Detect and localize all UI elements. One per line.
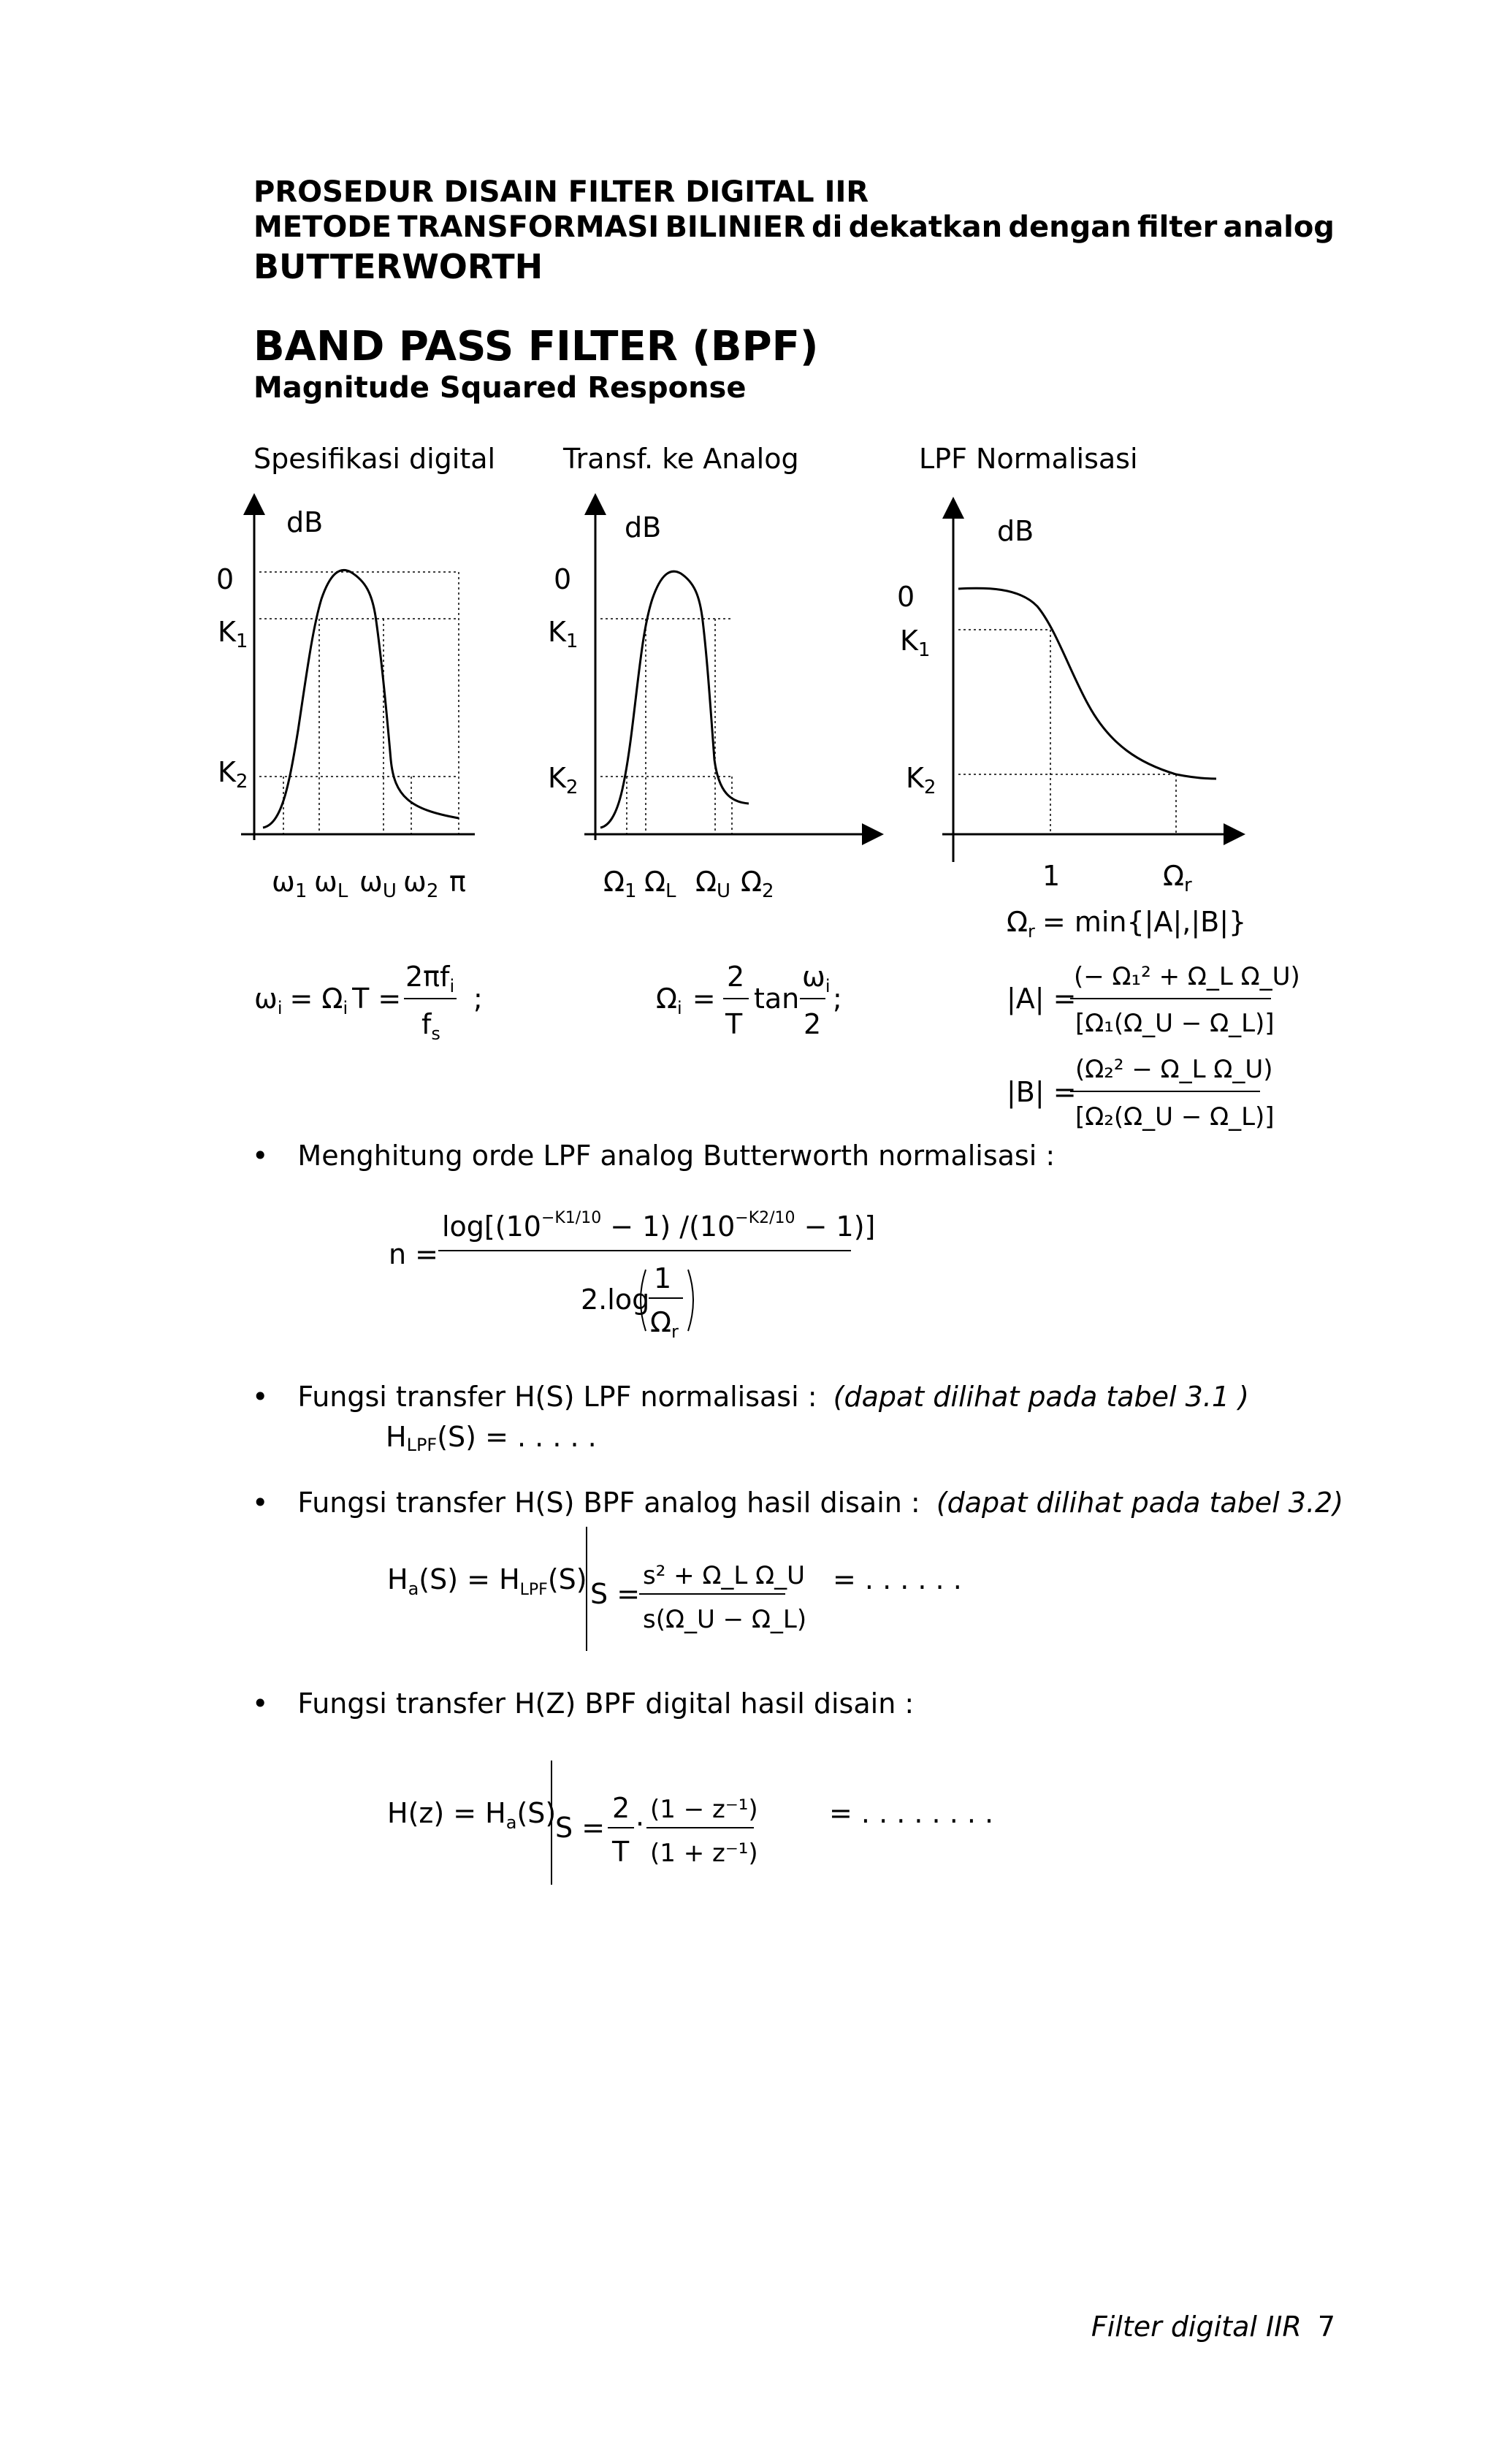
p2-zero: 0 (554, 563, 572, 595)
svg-text:T: T (725, 1008, 743, 1040)
header-line-1: PROSEDUR DISAIN FILTER DIGITAL IIR (253, 175, 869, 209)
svg-text:1: 1 (1042, 860, 1061, 892)
p3-zero: 0 (897, 581, 915, 613)
ha-formula (0, 1527, 1496, 1658)
svg-text:Ω1: $\Omega_1$ (603, 866, 637, 902)
svg-text:;: ; (833, 983, 842, 1015)
svg-text:n =: n = (389, 1238, 439, 1270)
svg-text:;: ; (473, 983, 483, 1015)
p1-x-labels (272, 866, 466, 902)
svg-text:S =: S = (590, 1578, 641, 1610)
panel-3-caption: LPF Normalisasi (919, 443, 1138, 475)
bullet-3: • Fungsi transfer H(S) BPF analog hasil disain : (dapat dilihat pada tabel 3.2) (252, 1487, 1344, 1519)
svg-text:ωL: $\omega_L$ (314, 866, 348, 902)
svg-text:ωi: $\omega_i$ (802, 961, 831, 996)
svg-text:(Ω₂² − Ω_L Ω_U): (Ω₂² − Ω_L Ω_U) (1075, 1055, 1273, 1084)
svg-text:ω2: $\omega_2$ (403, 866, 439, 902)
svg-text:log[(10−K1/10 − 1) /(10−K2/10: $\log[(10^{-K1/10} - 1) /(10^{-K2/10} - 1)]$ (442, 1209, 876, 1243)
bullet-4: • Fungsi transfer H(Z) BPF digital hasil disain : (252, 1687, 915, 1720)
p3-curve (958, 588, 1216, 779)
hz-formula (0, 1761, 1496, 1892)
svg-text:T: T (612, 1836, 630, 1868)
svg-text:2: 2 (612, 1792, 630, 1824)
svg-text:= . . . . . .: = . . . . . . (833, 1563, 962, 1595)
svg-text:[Ω₂(Ω_U − Ω_L)]: [Ω₂(Ω_U − Ω_L)] (1075, 1102, 1275, 1132)
section-title: BAND PASS FILTER (BPF) (253, 323, 819, 370)
p2-x-labels (603, 866, 774, 902)
svg-text:Ha(S) = HLPF(S): $H_a(S) = H_{LPF}(S)$ (387, 1563, 587, 1599)
svg-text:·: · (636, 1808, 645, 1840)
svg-text:K1: $K_1$ (548, 616, 579, 652)
p1-curve (263, 570, 459, 828)
svg-text:K2: $K_2$ (548, 762, 579, 798)
svg-text:ΩL: $\Omega_L$ (644, 866, 676, 902)
svg-text:2.log: 2.log (581, 1284, 650, 1316)
svg-text:K2: $K_2$ (218, 756, 248, 793)
svg-text:H(z) = Ha(S): $H(z) = H_a(S)$ (387, 1797, 557, 1833)
p1-zero: 0 (216, 563, 234, 595)
svg-text:= . . . . . . . .: = . . . . . . . . (829, 1797, 994, 1829)
svg-text:ω1: $\omega_1$ (272, 866, 308, 902)
svg-text:2: 2 (804, 1008, 822, 1040)
svg-text:|A| =: |A| = (1007, 983, 1077, 1015)
svg-text:Ωr: $\Omega_r$ (650, 1306, 679, 1342)
svg-text:π: π (449, 866, 466, 898)
panel-1-caption: Spesifikasi digital (253, 443, 496, 475)
order-formula (0, 1198, 1496, 1373)
svg-text:tan: tan (754, 983, 800, 1015)
svg-text:S =: S = (555, 1812, 606, 1844)
svg-text:s(Ω_U − Ω_L): s(Ω_U − Ω_L) (643, 1605, 807, 1634)
svg-text:Ωi=: $\Omega_i$ = (656, 983, 716, 1018)
header-line-2: METODE TRANSFORMASI BILINIER di dekatkan dengan filter analog (253, 210, 1335, 244)
svg-text:K1: $K_1$ (218, 616, 248, 652)
footer: Filter digital IIR 7 (1091, 2311, 1335, 2343)
svg-text:ΩU: $\Omega_U$ (695, 866, 731, 902)
p3-unit: dB (997, 515, 1034, 547)
svg-text:Ωr= min{|A|,|B|}: $\Omega_r = \min\{|A|,|B|\}$ (1007, 906, 1247, 942)
svg-text:|B| =: |B| = (1007, 1076, 1077, 1108)
p2-unit: dB (625, 511, 662, 543)
svg-text:Ω2: $\Omega_2$ (741, 866, 774, 902)
svg-text:(1 + z⁻¹): (1 + z⁻¹) (650, 1839, 758, 1868)
p2-curve (600, 571, 749, 828)
svg-text:fs: $f_s$ (421, 1008, 440, 1044)
svg-text:(1 − z⁻¹): (1 − z⁻¹) (650, 1795, 758, 1824)
svg-text:K2: $K_2$ (906, 762, 936, 798)
header-line-3: BUTTERWORTH (253, 247, 543, 286)
p3-x-labels (1042, 860, 1192, 896)
svg-text:1: 1 (654, 1262, 672, 1294)
section-subtitle: Magnitude Squared Response (253, 371, 747, 405)
svg-text:ωU: $\omega_U$ (359, 866, 397, 902)
svg-text:2: 2 (727, 961, 745, 993)
conversion-formulas (0, 899, 1496, 1162)
svg-text:(− Ω₁² + Ω_L Ω_U): (− Ω₁² + Ω_L Ω_U) (1074, 962, 1300, 991)
response-graphs (0, 0, 1496, 913)
hlpf-line: HLPF(S) = . . . . . (386, 1421, 597, 1455)
bullet-2: • Fungsi transfer H(S) LPF normalisasi : (dapat dilihat pada tabel 3.1 ) (252, 1381, 1249, 1413)
svg-text:Ωr: $\Omega_r$ (1163, 860, 1192, 896)
svg-text:ωi= ΩiT =: $\omega_i = \Omega_i$ T = (254, 983, 402, 1018)
svg-text:s² + Ω_L Ω_U: s² + Ω_L Ω_U (643, 1561, 806, 1590)
svg-text:K1: $K_1$ (900, 625, 931, 661)
svg-text:2πfi: $2\pi f_i$ (405, 961, 455, 996)
panel-2-caption: Transf. ke Analog (563, 443, 799, 475)
p1-unit: dB (286, 506, 324, 538)
svg-text:[Ω₁(Ω_U − Ω_L)]: [Ω₁(Ω_U − Ω_L)] (1075, 1009, 1275, 1038)
bullet-1: • Menghitung orde LPF analog Butterworth normalisasi : (252, 1140, 1056, 1172)
